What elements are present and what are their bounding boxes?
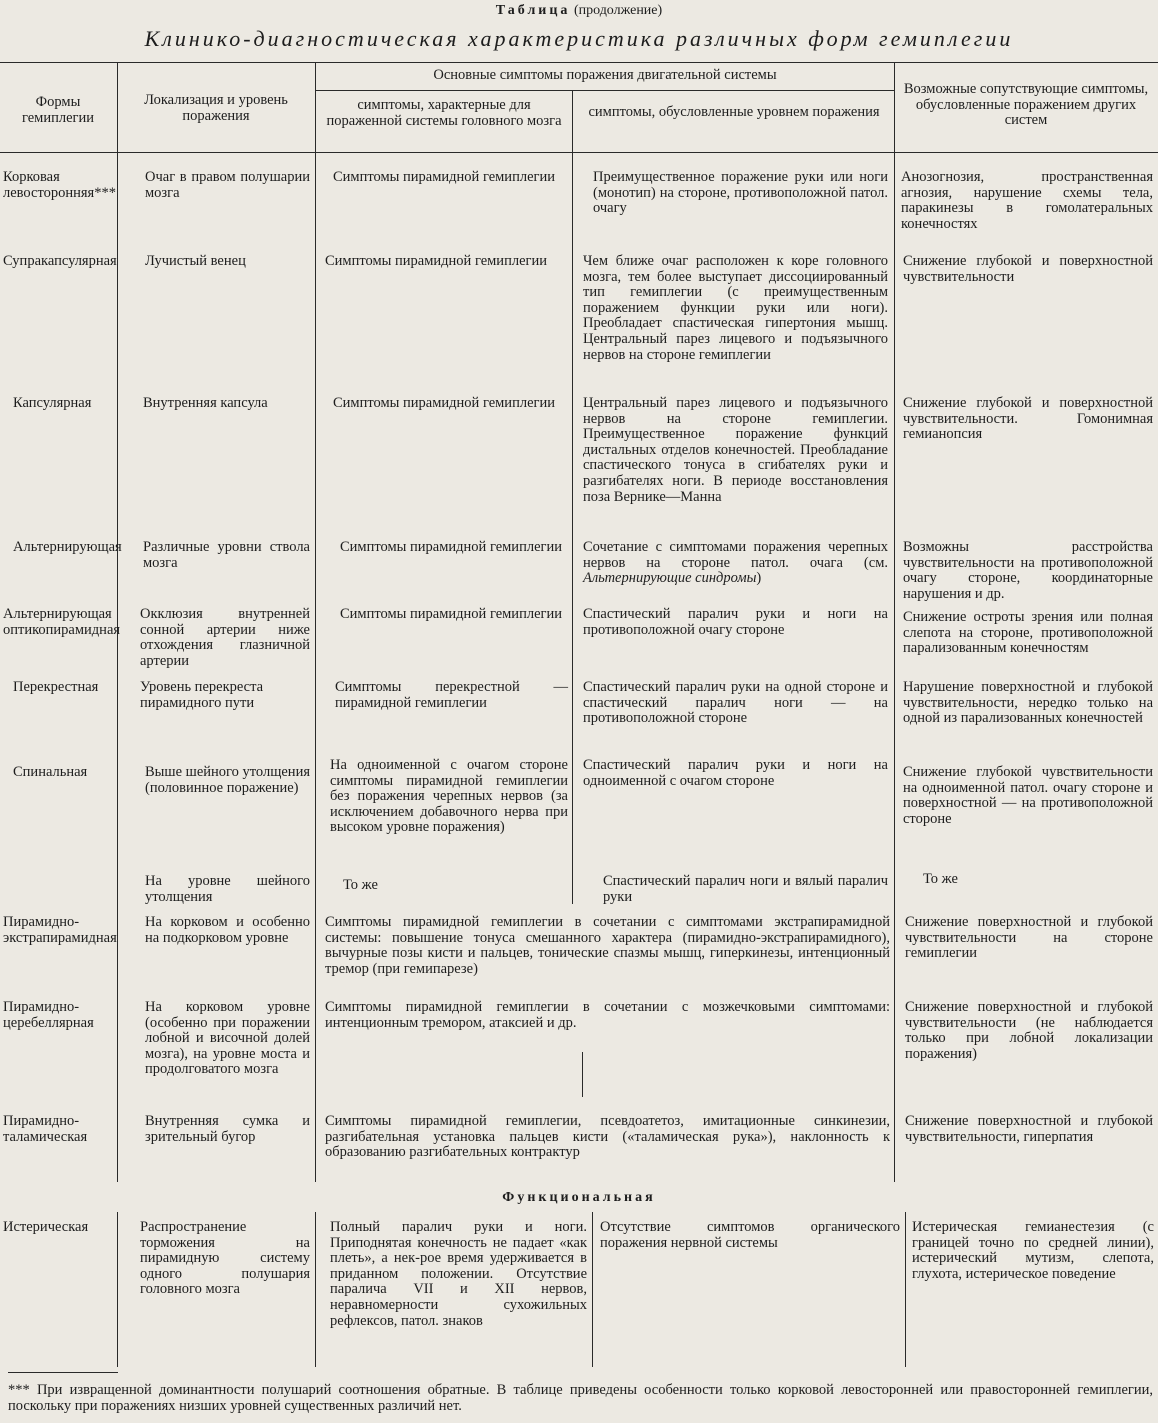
column-divider — [572, 152, 573, 904]
row-localization: Внутренняя капсула — [143, 395, 268, 411]
row-brain-symptoms: Симптомы пирамидной гемиплегии — [333, 395, 555, 411]
row-form: Супракапсулярная — [3, 253, 117, 269]
row-level-symptoms: Чем ближе очаг расположен к коре головного мозга, тем более выступает диссоциированный тип гемиплегии (с преимущественным поражением функции руки или ноги). Преобладает спастическая гипертония мышц. Центральный парез лицевого и подъязычного нервов на стороне гемиплегии — [583, 253, 888, 363]
row-localization: Различные уровни ствола мозга — [143, 539, 310, 571]
row-level-symptoms: Спастический паралич руки и ноги на одноименной с очагом стороне — [583, 757, 888, 789]
row-other-symptoms: Снижение поверхностной и глубокой чувствительности (не наблюдается только при лобной локализации поражения) — [905, 999, 1153, 1062]
row-level-symptoms: Отсутствие симптомов органического поражения нервной системы — [600, 1219, 900, 1251]
row-level-symptoms: Сочетание с симптомами поражения черепных нервов на стороне патол. очага (см. Альтернирующие синдромы) — [583, 539, 888, 587]
row-brain-symptoms: Симптомы пирамидной гемиплегии — [333, 169, 555, 185]
row-level-symptoms: Преимущественное поражение руки или ноги (монотип) на стороне, противоположной патол. очагу — [593, 169, 888, 217]
row-level-symptoms: Спастический паралич ноги и вялый паралич руки — [603, 873, 888, 905]
footnote: *** При извращенной доминантности полушарий соотношения обратные. В таблице приведены особенности только корковой левосторонней или правосторонней гемиплегии, поскольку при поражениях низших уровней существенных различий нет. — [8, 1382, 1153, 1414]
row-other-symptoms: Возможны расстройства чувствительности на противоположной очагу стороне, координаторные нарушения и др. — [903, 539, 1153, 602]
row-localization: Внутренняя сумка и зрительный бугор — [145, 1113, 310, 1145]
row-other-symptoms: Снижение остроты зрения или полная слепота на стороне, противоположной парализованным конечностям — [903, 609, 1153, 657]
row-localization: На корковом и особенно на подкорковом уровне — [145, 914, 310, 946]
header-motor-group: Основные симптомы поражения двигательной системы — [433, 67, 777, 83]
section-heading: Функциональная — [502, 1190, 656, 1205]
column-divider — [592, 1212, 593, 1367]
row-other-symptoms: То же — [923, 871, 958, 887]
row-other-symptoms: Снижение глубокой и поверхностной чувствительности — [903, 253, 1153, 285]
row-other-symptoms: Нарушение поверхностной и глубокой чувствительности, нередко только на одной из парализованных конечностей — [903, 679, 1153, 727]
row-form: Альтернирующая — [13, 539, 122, 555]
row-localization: Распространение торможения на пирамидную систему одного полушария головного мозга — [140, 1219, 310, 1298]
row-localization: На корковом уровне (особенно при поражении лобной и височной долей мозга), на уровне моста и продолговатого мозга — [145, 999, 310, 1078]
row-brain-symptoms: На одноименной с очагом стороне симптомы пирамидной гемиплегии без поражения черепных нервов (за исключением добавочного нерва при высоком уровне поражения) — [330, 757, 568, 836]
row-brain-symptoms: Симптомы перекрестной — пирамидной гемиплегии — [335, 679, 568, 711]
table-top-rule — [0, 62, 1158, 63]
column-divider — [894, 152, 895, 1182]
footnote-rule — [8, 1372, 118, 1373]
column-divider — [905, 1212, 906, 1367]
column-divider — [582, 1052, 583, 1097]
row-other-symptoms: Снижение поверхностной и глубокой чувствительности, гиперпатия — [905, 1113, 1153, 1145]
row-localization: Окклюзия внутренней сонной артерии ниже отхождения глазничной артерии — [140, 606, 310, 669]
header-divider — [315, 62, 316, 152]
row-form: Пирамидно-церебеллярная — [3, 999, 94, 1031]
row-brain-symptoms: То же — [343, 877, 378, 893]
row-form: Пирамидно-таламическая — [3, 1113, 88, 1145]
header-bottom-rule — [0, 152, 1158, 153]
row-merged-symptoms: Симптомы пирамидной гемиплегии в сочетании с мозжечковыми симптомами: интенционным тремором, атаксией и др. — [325, 999, 890, 1031]
row-merged-symptoms: Симптомы пирамидной гемиплегии, псевдоатетоз, имитационные синкинезии, разгибательная установка пальцев кисти («таламическая рука»), наклонность к образованию разгибательных контрактур — [325, 1113, 890, 1161]
motor-group-rule — [316, 90, 894, 91]
column-divider — [117, 1212, 118, 1367]
row-form: Перекрестная — [13, 679, 99, 695]
row-localization: Выше шейного утолщения (половинное поражение) — [145, 764, 310, 796]
row-brain-symptoms: Полный паралич руки и ноги. Приподнятая конечность не падает «как плеть», а нек-рое время удерживается в приданном положении. Отсутствие паралича VII и XII нервов, неравномерности сухожильных рефлексов, патол. знаков — [330, 1219, 587, 1329]
row-form: Корковая левосторонняя*** — [3, 169, 116, 201]
header-other-systems: Возможные сопутствующие симптомы, обусловленные поражением других систем — [903, 81, 1149, 129]
row-form: Капсулярная — [13, 395, 92, 411]
row-localization: Очаг в правом полушарии мозга — [145, 169, 310, 201]
row-other-symptoms: Снижение глубокой чувствительности на одноименной патол. очагу стороне и поверхностной — на противоположной стороне — [903, 764, 1153, 827]
header-divider — [117, 62, 118, 152]
row-form: Пирамидно-экстрапирамидная — [3, 914, 117, 946]
row-level-symptoms: Спастический паралич руки и ноги на противоположной очагу стороне — [583, 606, 888, 638]
column-divider — [315, 152, 316, 1182]
table-caption: Таблица (продолжение) — [495, 3, 663, 18]
column-divider — [315, 1212, 316, 1367]
row-brain-symptoms: Симптомы пирамидной гемиплегии — [340, 606, 562, 622]
column-divider — [117, 152, 118, 1182]
row-other-symptoms: Истерическая гемианестезия (с границей точно по средней линии), истерический мутизм, слепота, глухота, истерическое поведение — [912, 1219, 1154, 1282]
row-localization: Уровень перекреста пирамидного пути — [140, 679, 264, 711]
header-divider — [894, 62, 895, 152]
row-other-symptoms: Снижение поверхностной и глубокой чувствительности на стороне гемиплегии — [905, 914, 1153, 962]
header-brain-system: симптомы, характерные для пораженной системы головного мозга — [326, 97, 562, 129]
row-merged-symptoms: Симптомы пирамидной гемиплегии в сочетании с симптомами экстрапирамидной системы: повышение тонуса смешанного характера (пирамидно-экстрапирамидного), вычурные позы кисти и пальцев, тонические спазмы мышц, гиперкинезы, интенционный тремор (при гемипарезе) — [325, 914, 890, 977]
row-other-symptoms: Анозогнозия, пространственная агнозия, нарушение схемы тела, паракинезы в гомолатеральных конечностях — [901, 169, 1153, 232]
row-other-symptoms: Снижение глубокой и поверхностной чувствительности. Гомонимная гемианопсия — [903, 395, 1153, 443]
row-form: Истерическая — [3, 1219, 89, 1235]
header-form: Формы гемиплегии — [21, 94, 95, 126]
header-by-level: симптомы, обусловленные уровнем поражения — [588, 104, 880, 120]
header-divider — [572, 90, 573, 152]
header-localization: Локализация и уровень поражения — [144, 92, 288, 124]
row-localization: Лучистый венец — [145, 253, 246, 269]
row-level-symptoms: Центральный парез лицевого и подъязычного нервов на стороне гемиплегии. Преимущественное поражение функций дистальных отделов конечностей. Преобладание спастического тонуса в сгибателях руки и разгибателях ноги. В периоде восстановления поза Вернике—Манна — [583, 395, 888, 505]
row-level-symptoms: Спастический паралич руки на одной стороне и спастический паралич ноги — на противоположной стороне — [583, 679, 888, 727]
page-title: Клинико-диагностическая характеристика различных форм гемиплегии — [144, 26, 1014, 51]
row-brain-symptoms: Симптомы пирамидной гемиплегии — [340, 539, 562, 555]
row-brain-symptoms: Симптомы пирамидной гемиплегии — [325, 253, 547, 269]
row-form: Спинальная — [13, 764, 88, 780]
row-localization: На уровне шейного утолщения — [145, 873, 310, 905]
row-form: Альтернирующая оптикопирамидная — [3, 606, 121, 638]
